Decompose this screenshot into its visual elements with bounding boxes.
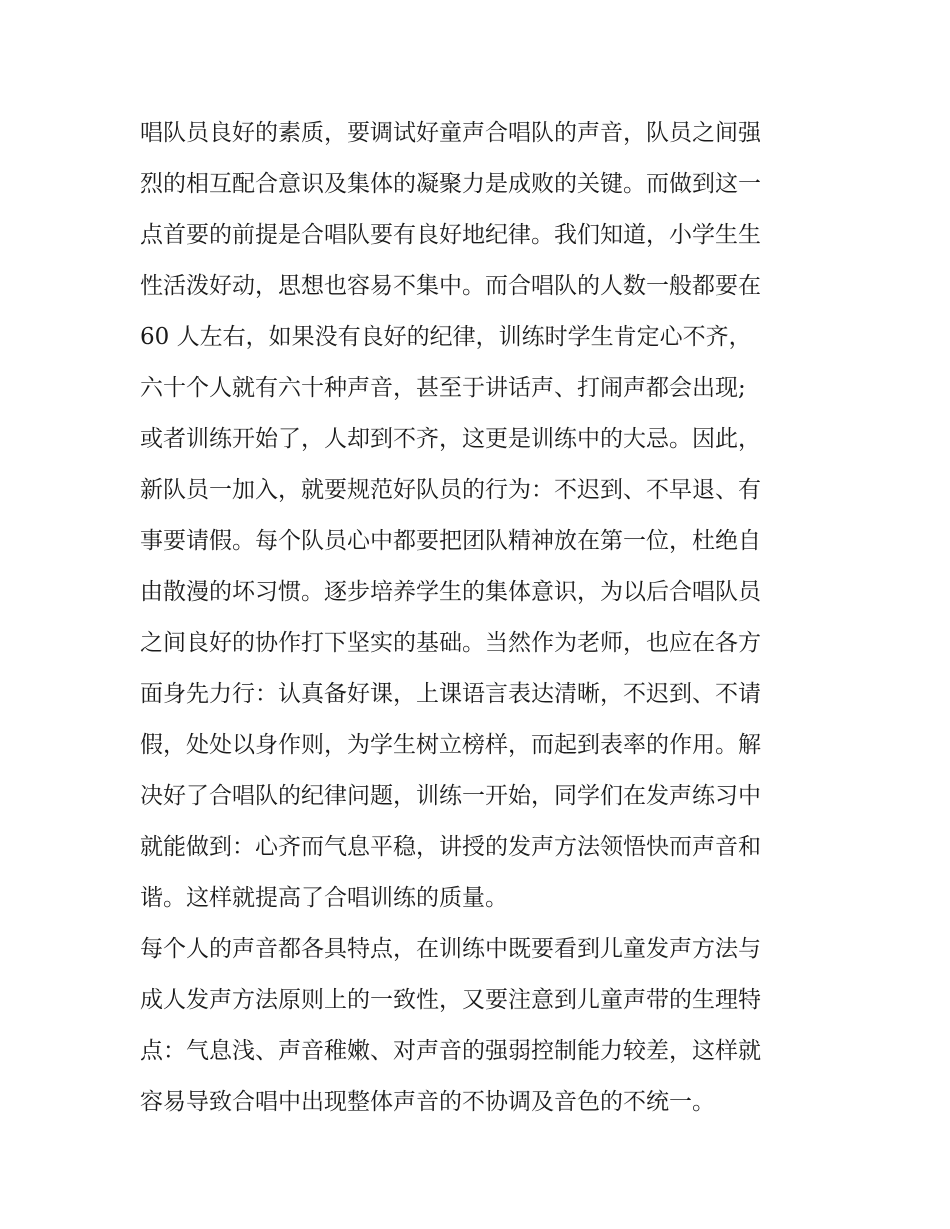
text-line: 点首要的前提是合唱队要有良好地纪律。我们知道，小学生生 [140,222,761,248]
text-line: 面身先力行：认真备好课，上课语言表达清晰，不迟到、不请 [140,681,761,707]
text-line: 假，处处以身作则，为学生树立榜样，而起到表率的作用。解 [140,732,761,758]
text-line: 谐。这样就提高了合唱训练的质量。 [140,885,508,911]
text-line: 烈的相互配合意识及集体的凝聚力是成败的关键。而做到这一 [140,171,761,197]
text-line: 之间良好的协作打下坚实的基础。当然作为老师，也应在各方 [140,630,761,656]
text-line: 六十个人就有六十种声音，甚至于讲话声、打闹声都会出现; [140,375,746,401]
text-line: 容易导致合唱中出现整体声音的不协调及音色的不统一。 [140,1089,715,1115]
text-line: 性活泼好动，思想也容易不集中。而合唱队的人数一般都要在 [140,273,761,299]
text-line: 60 人左右，如果没有良好的纪律，训练时学生肯定心不齐， [140,324,752,350]
text-line: 由散漫的坏习惯。逐步培养学生的集体意识，为以后合唱队员 [140,579,761,605]
text-line: 点：气息浅、声音稚嫩、对声音的强弱控制能力较差，这样就 [140,1038,761,1064]
text-line: 每个人的声音都各具特点，在训练中既要看到儿童发声方法与 [140,936,761,962]
text-line: 决好了合唱队的纪律问题，训练一开始，同学们在发声练习中 [140,783,761,809]
text-line: 或者训练开始了，人却到不齐，这更是训练中的大忌。因此， [140,426,761,452]
text-line: 成人发声方法原则上的一致性，又要注意到儿童声带的生理特 [140,987,761,1013]
text-line: 就能做到：心齐而气息平稳，讲授的发声方法领悟快而声音和 [140,834,761,860]
text-line: 新队员一加入，就要规范好队员的行为：不迟到、不早退、有 [140,477,761,503]
text-line: 事要请假。每个队员心中都要把团队精神放在第一位，杜绝自 [140,528,761,554]
text-line: 唱队员良好的素质，要调试好童声合唱队的声音，队员之间强 [140,120,761,146]
body-text [140,108,820,1128]
